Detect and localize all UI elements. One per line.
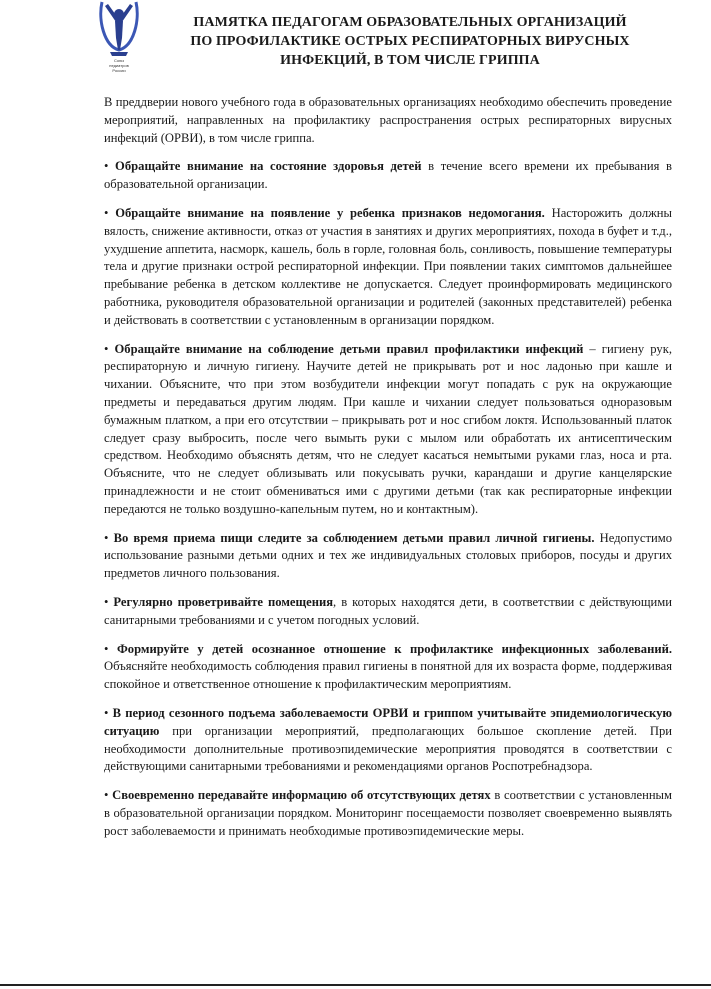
bullet-heading: В период сезонного подъема заболеваемости ОРВИ и гриппом учитывайте эпидемиологическую ситуацию bbox=[104, 705, 672, 738]
bullet-text: в течение всего времени их пребывания в образовательной организации. bbox=[104, 159, 672, 192]
intro-paragraph: В преддверии нового учебного года в образовательных организациях необходимо обеспечить проведение мероприятий, направленных на профилактику распространения острых респираторных вирусных инфекций (ОРВИ), в том числе гриппа. bbox=[104, 95, 672, 145]
bullet-paragraph: • Формируйте у детей осознанное отношение к профилактике инфекционных заболеваний. Объясняйте необходимость соблюдения правил гигиены в понятной для их возраста форме, поддерживая спокойное и ответственное отношение к профилактическим мероприятиям. bbox=[104, 641, 673, 692]
bullet-paragraph: • Своевременно передавайте информацию об отсутствующих детях в соответствии с установленным в образовательной организации порядком. Мониторинг посещаемости позволяет своевременно выявлять рост заболеваемости и принимать необходимые противоэпидемические меры. bbox=[104, 788, 672, 838]
bullet-paragraph: • Обращайте внимание на состояние здоровья детей в течение всего времени их пребывания в образовательной организации. bbox=[104, 159, 672, 192]
page-bottom-divider bbox=[0, 984, 711, 986]
bullet-text: Насторожить должны вялость, снижение активности, отказ от участия в занятиях и других мероприятиях, похода в буфет и т.д., ухудшение аппетита, насморк, кашель, боль в горле, головная боль, сонливость, повышение температуры тела и другие признаки острой респираторной инфекции. При появлении таких симптомов дальнейшее пребывание ребенка в детском коллективе не допускается. Следует проинформировать медицинского работника, руководителя образовательной организации и родителей (законных представителей) ребенка и действовать в соответствии с установленным в организации порядком. bbox=[104, 205, 673, 327]
bullet-heading: Обращайте внимание на состояние здоровья детей bbox=[115, 159, 422, 174]
title-line: ПО ПРОФИЛАКТИКЕ ОСТРЫХ РЕСПИРАТОРНЫХ ВИРУСНЫХ bbox=[190, 34, 630, 49]
bullet-text: Объясняйте необходимость соблюдения правил гигиены в понятной для их возраста форме, поддерживая спокойное и ответственное отношение к профилактическим мероприятиям. bbox=[104, 659, 672, 692]
bullet-paragraph: • Обращайте внимание на соблюдение детьми правил профилактики инфекций – гигиену рук, респираторную и личную гигиену. Научите детей не прикрывать рот и нос ладонью при кашле и чихании. Объясните, что при этом возбудители инфекции могут попадать с рук на окружающие предметы и передаваться другим людям. При кашле и чихании следует пользоваться одноразовым бумажным платком, а при его отсутствии – прикрывать рот и нос сгибом локтя. Использованный платок следует сразу выбросить, после чего вымыть руки с мылом или обработать их антисептическим средством. Необходимо объяснять детям, что не следует касаться немытыми руками глаз, носа и рта. Объясните, что не следует облизывать или покусывать ручки, карандаши и другие канцелярские принадлежности и не стоит обмениваться ими с другими детьми (так как респираторные инфекции передаются не только воздушно-капельным путем, но и контактным). bbox=[104, 341, 672, 516]
document-body bbox=[104, 94, 672, 851]
bullet-paragraph: • Обращайте внимание на появление у ребенка признаков недомогания. Насторожить должны вялость, снижение активности, отказ от участия в занятиях и других мероприятиях, похода в буфет и т.д., ухудшение аппетита, насморк, кашель, боль в горле, головная боль, сонливость, повышение температуры тела и другие признаки острой респираторной инфекции. При появлении таких симптомов дальнейшее пребывание ребенка в детском коллективе не допускается. Следует проинформировать медицинского работника, руководителя образовательной организации и родителей (законных представителей) ребенка и действовать в соответствии с установленным в организации порядком. bbox=[104, 205, 673, 327]
title-line: ИНФЕКЦИЙ, В ТОМ ЧИСЛЕ ГРИППА bbox=[280, 53, 540, 68]
bullet-paragraph: • Регулярно проветривайте помещения, в которых находятся дети, в соответствии с действующими санитарными требованиями и с учетом погодных условий. bbox=[104, 594, 672, 627]
bullet-text: , в которых находятся дети, в соответствии с действующими санитарными требованиями и с учетом погодных условий. bbox=[104, 594, 672, 627]
bullet-heading: Регулярно проветривайте помещения bbox=[113, 594, 334, 609]
organization-logo bbox=[96, 0, 142, 92]
bullet-heading: Обращайте внимание на появление у ребенка признаков недомогания. bbox=[115, 205, 545, 220]
bullet-heading: Формируйте у детей осознанное отношение к профилактике инфекционных заболеваний. bbox=[116, 641, 673, 656]
logo-caption-line: педиатров bbox=[109, 63, 129, 68]
logo-caption-line: Союз bbox=[114, 58, 124, 63]
bullet-paragraph: • Во время приема пищи следите за соблюдением детьми правил личной гигиены. Недопустимо использование разными детьми одних и тех же индивидуальных столовых приборов, посуды и других предметов личного пользования. bbox=[104, 530, 672, 581]
bullet-heading: Во время приема пищи следите за соблюдением детьми правил личной гигиены. bbox=[113, 530, 595, 545]
logo-caption-line: России bbox=[112, 68, 126, 73]
bullet-text: Недопустимо использование разными детьми одних и тех же индивидуальных столовых приборов, посуды и других предметов личного пользования. bbox=[104, 530, 672, 581]
bullet-text: в соответствии с установленным в образовательной организации порядком. Мониторинг посещаемости позволяет своевременно выявлять рост заболеваемости и принимать необходимые противоэпидемические меры. bbox=[104, 788, 672, 838]
document-title bbox=[150, 13, 670, 70]
logo-caption bbox=[96, 58, 142, 73]
bullet-text: при организации мероприятий, предполагающих большое скопление детей. При необходимости дополнительные противоэпидемические мероприятия проводятся в соответствии с действующими санитарными требованиями и рекомендациями органов Роспотребнадзора. bbox=[104, 723, 672, 774]
bullet-text: – гигиену рук, респираторную и личную гигиену. Научите детей не прикрывать рот и нос ладонью при кашле и чихании. Объясните, что при этом возбудители инфекции могут попадать с рук на окружающие предметы и передаваться другим людям. При кашле и чихании следует пользоваться одноразовым бумажным платком, а при его отсутствии – прикрывать рот и нос сгибом локтя. Использованный платок следует сразу выбросить, после чего вымыть руки с мылом или обработать их антисептическим средством. Необходимо объяснять детям, что не следует касаться немытыми руками глаз, носа и рта. Объясните, что не следует облизывать или покусывать ручки, карандаши и другие канцелярские принадлежности и не стоит обмениваться ими с другими детьми (так как респираторные инфекции передаются не только воздушно-капельным путем, но и контактным). bbox=[104, 341, 672, 516]
bullet-paragraph: • В период сезонного подъема заболеваемости ОРВИ и гриппом учитывайте эпидемиологическую ситуацию при организации мероприятий, предполагающих большое скопление детей. При необходимости дополнительные противоэпидемические мероприятия проводятся в соответствии с действующими санитарными требованиями и рекомендациями органов Роспотребнадзора. bbox=[104, 705, 672, 774]
title-line: ПАМЯТКА ПЕДАГОГАМ ОБРАЗОВАТЕЛЬНЫХ ОРГАНИЗАЦИЙ bbox=[193, 15, 627, 30]
bullet-heading: Своевременно передавайте информацию об отсутствующих детях bbox=[112, 788, 491, 803]
bullet-heading: Обращайте внимание на соблюдение детьми правил профилактики инфекций bbox=[114, 341, 584, 356]
person-in-globe-icon bbox=[96, 0, 142, 60]
